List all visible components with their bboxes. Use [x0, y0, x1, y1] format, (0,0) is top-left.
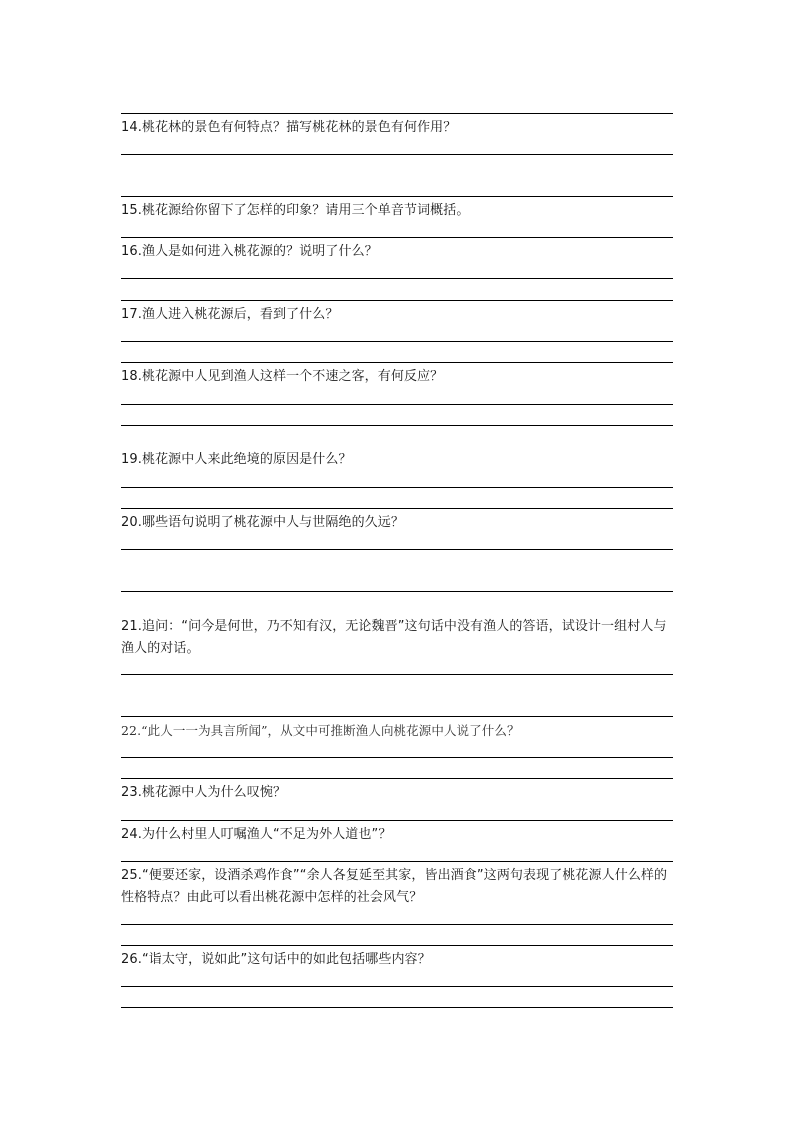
answer-line [121, 716, 673, 717]
answer-line [121, 945, 673, 946]
answer-line [121, 487, 673, 488]
answer-line [121, 924, 673, 925]
answer-line [121, 341, 673, 342]
answer-line [121, 362, 673, 363]
question-18: 18.桃花源中人见到渔人这样一个不速之客，有何反应？ [121, 369, 444, 384]
answer-line [121, 154, 673, 155]
question-19: 19.桃花源中人来此绝境的原因是什么？ [121, 452, 352, 467]
question-21: 21.追问：“问今是何世，乃不知有汉，无论魏晋”这句话中没有渔人的答语，试设计一组村人与渔人的对话。 [121, 619, 667, 656]
answer-line [121, 300, 673, 301]
answer-line [121, 404, 673, 405]
answer-line [121, 113, 673, 114]
answer-line [121, 237, 673, 238]
answer-line [121, 861, 673, 862]
answer-line [121, 508, 673, 509]
answer-line [121, 591, 673, 592]
answer-line [121, 196, 673, 197]
question-25: 25.“便要还家，设酒杀鸡作食”“余人各复延至其家，皆出酒食”这两句表现了桃花源人什么样的性格特点？由此可以看出桃花源中怎样的社会风气？ [121, 868, 668, 905]
question-26: 26.“诣太守，说如此”这句话中的如此包括哪些内容？ [121, 952, 431, 967]
question-14: 14.桃花林的景色有何特点？描写桃花林的景色有何作用？ [121, 120, 457, 135]
question-22: 22.“此人一一为具言所闻”，从文中可推断渔人向桃花源中人说了什么？ [121, 723, 520, 738]
answer-line [121, 278, 673, 279]
answer-line [121, 820, 673, 821]
answer-line [121, 986, 673, 987]
answer-line [121, 757, 673, 758]
question-15: 15.桃花源给你留下了怎样的印象？请用三个单音节词概括。 [121, 203, 470, 218]
answer-line [121, 674, 673, 675]
question-23: 23.桃花源中人为什么叹惋？ [121, 785, 287, 800]
question-17: 17.渔人进入桃花源后，看到了什么？ [121, 307, 339, 322]
answer-line [121, 1007, 673, 1008]
answer-line [121, 425, 673, 426]
question-16: 16.渔人是如何进入桃花源的？说明了什么？ [121, 244, 378, 259]
question-20: 20.哪些语句说明了桃花源中人与世隔绝的久远？ [121, 515, 404, 530]
answer-line [121, 549, 673, 550]
answer-line [121, 778, 673, 779]
question-24: 24.为什么村里人叮嘱渔人“不足为外人道也”？ [121, 827, 392, 842]
